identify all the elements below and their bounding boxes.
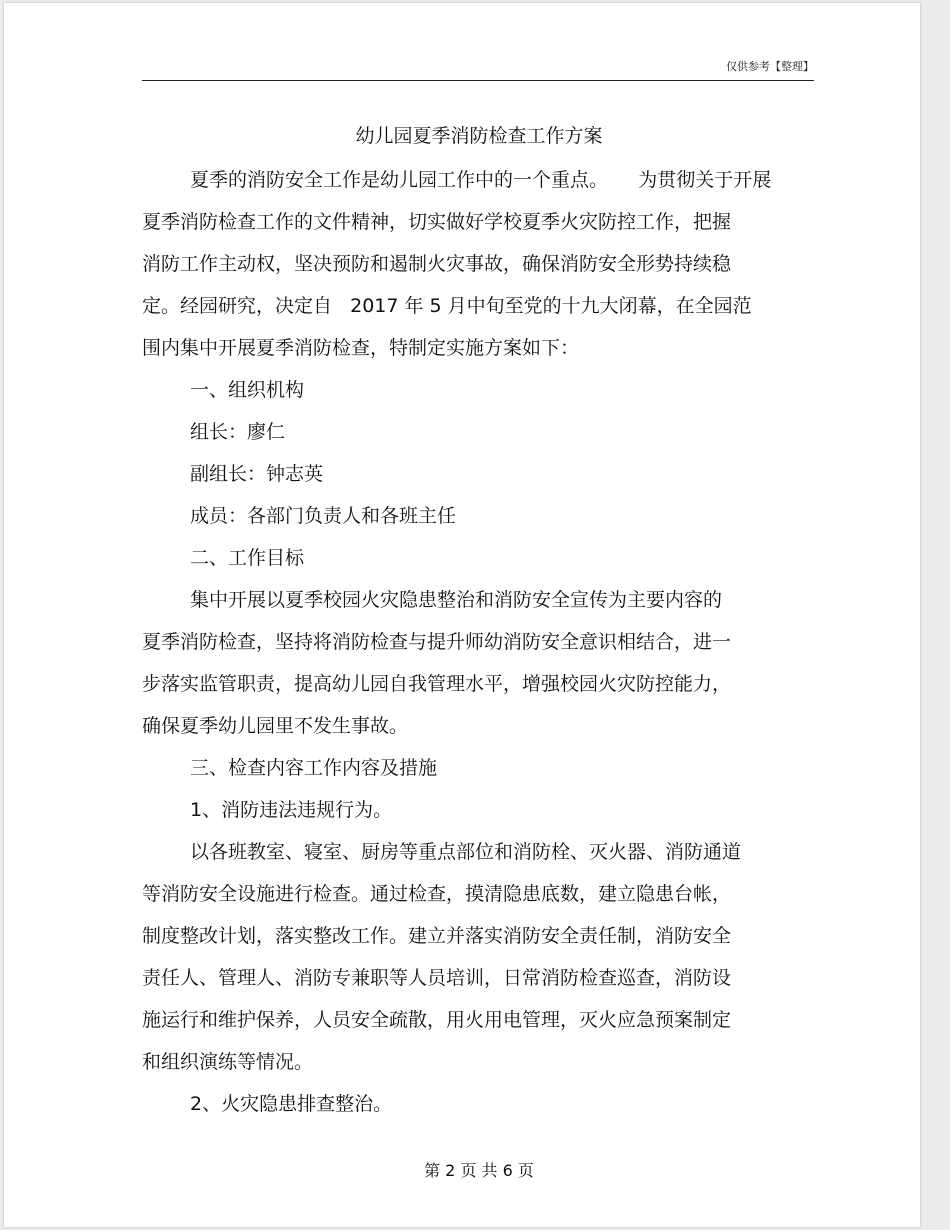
paragraph-line: 和组织演练等情况。: [142, 1051, 314, 1073]
section-heading: 一、组织机构: [190, 379, 305, 401]
section-heading: 二、工作目标: [190, 547, 305, 569]
page-header: 仅供参考【整理】: [142, 58, 814, 81]
paragraph-line: 夏季的消防安全工作是幼儿园工作中的一个重点。 为贯彻关于开展: [190, 169, 772, 191]
paragraph-line: 步落实监管职责，提高幼儿园自我管理水平，增强校园火灾防控能力，: [142, 673, 732, 695]
paragraph-line: 成员：各部门负责人和各班主任: [190, 505, 457, 527]
paragraph-line: 消防工作主动权，坚决预防和遏制火灾事故，确保消防安全形势持续稳: [142, 253, 732, 275]
paragraph-line: 围内集中开展夏季消防检查，特制定实施方案如下：: [142, 337, 580, 359]
paragraph-line: 施运行和维护保养，人员安全疏散，用火用电管理，灭火应急预案制定: [142, 1009, 732, 1031]
paragraph-line: 夏季消防检查，坚持将消防检查与提升师幼消防安全意识相结合，进一: [142, 631, 732, 653]
paragraph-line: 责任人、管理人、消防专兼职等人员培训，日常消防检查巡查，消防设: [142, 967, 732, 989]
document-body: [142, 159, 822, 1125]
paragraph-line: 以各班教室、寝室、厨房等重点部位和消防栓、灭火器、消防通道: [190, 841, 742, 863]
page-footer: 第 2 页 共 6 页: [424, 1161, 534, 1180]
paragraph-line: 定。经园研究，决定自 2017 年 5 月中旬至党的十九大闭幕，在全园范: [142, 295, 752, 317]
paragraph-line: 制度整改计划，落实整改工作。建立并落实消防安全责任制，消防安全: [142, 925, 732, 947]
subsection-heading: 1、消防违法违规行为。: [190, 799, 393, 821]
document-page: [4, 3, 920, 1227]
paragraph-line: 集中开展以夏季校园火灾隐患整治和消防安全宣传为主要内容的: [190, 589, 723, 611]
paragraph-line: 组长：廖仁: [190, 421, 286, 443]
section-heading: 三、检查内容工作内容及措施: [190, 757, 438, 779]
paragraph-line: 夏季消防检查工作的文件精神，切实做好学校夏季火灾防控工作，把握: [142, 211, 732, 233]
paragraph-line: 确保夏季幼儿园里不发生事故。: [142, 715, 409, 737]
document-title: 幼儿园夏季消防检查工作方案: [355, 125, 603, 147]
paragraph-line: 等消防安全设施进行检查。通过检查，摸清隐患底数，建立隐患台帐，: [142, 883, 732, 905]
subsection-heading: 2、火灾隐患排查整治。: [190, 1093, 393, 1115]
paragraph-line: 副组长：钟志英: [190, 463, 324, 485]
